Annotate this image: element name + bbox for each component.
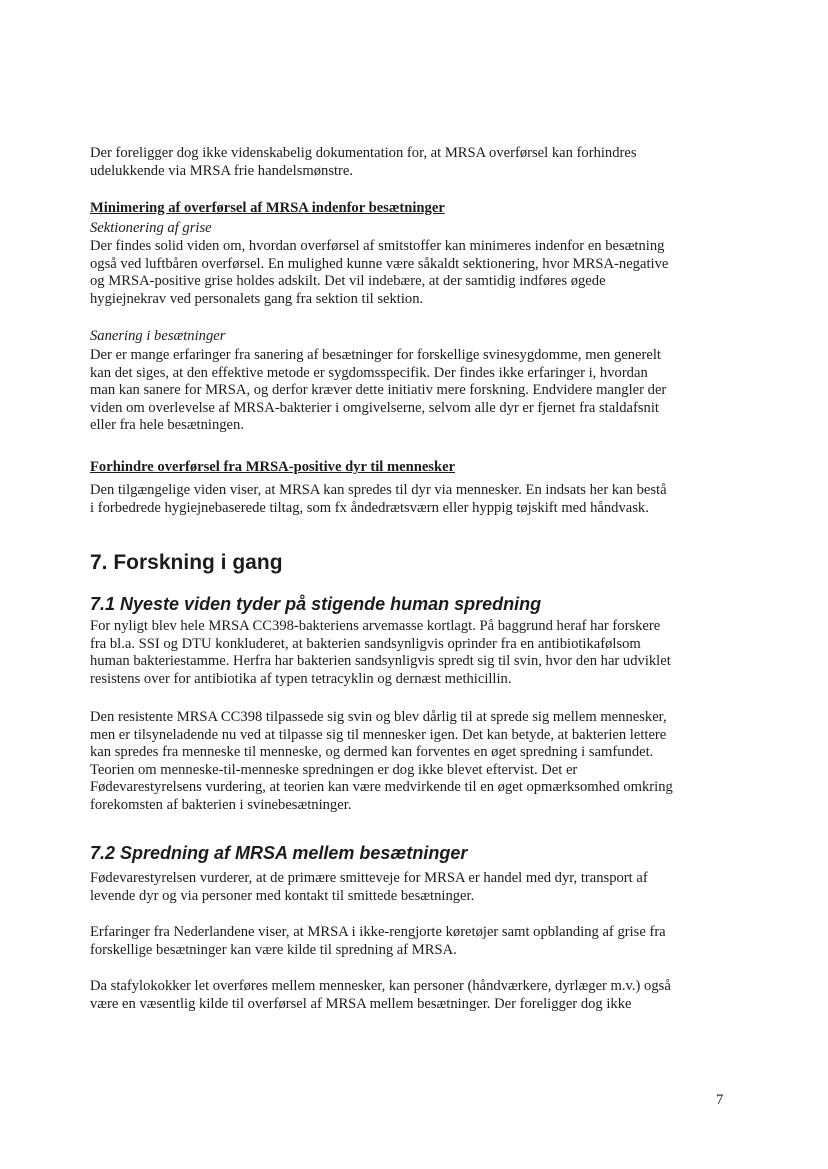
text-line: Fødevarestyrelsens vurdering, at teorien kan være medvirkende til en øget opmærksomhed omkring <box>90 779 673 796</box>
text-line: Fødevarestyrelsen vurderer, at de primære smitteveje for MRSA er handel med dyr, transport af <box>90 870 648 886</box>
text-line: forekomsten af bakterien i svinebesætninger. <box>90 796 352 813</box>
paragraph-intro <box>90 145 730 180</box>
paragraph-sektionering <box>90 238 730 308</box>
text-line: Der er mange erfaringer fra sanering af besætninger for forskellige svinesygdomme, men generelt <box>90 347 661 363</box>
subheading-sektionering: Sektionering af grise <box>90 220 212 236</box>
subheading-sanering: Sanering i besætninger <box>90 328 226 344</box>
text-line: Den resistente MRSA CC398 tilpassede sig svin og blev dårlig til at sprede sig mellem mennesker, <box>90 709 667 725</box>
text-line: viden om overlevelse af MRSA-bakterier i omgivelserne, selvom alle dyr er fjernet fra staldafsnit <box>90 399 659 416</box>
text-line: Den tilgængelige viden viser, at MRSA kan spredes til dyr via mennesker. En indsats her kan bestå <box>90 482 667 498</box>
paragraph-7-2-b <box>90 924 730 959</box>
text-line: Teorien om menneske-til-menneske spredningen er dog ikke blevet eftervist. Det er <box>90 761 578 778</box>
paragraph-forhindre <box>90 482 730 517</box>
paragraph-7-2-c <box>90 978 730 1013</box>
paragraph-sanering <box>90 347 730 435</box>
text-line: For nyligt blev hele MRSA CC398-bakteriens arvemasse kortlagt. På baggrund heraf har forskere <box>90 618 661 634</box>
section-7-title: 7. Forskning i gang <box>90 551 283 574</box>
text-line: Der findes solid viden om, hvordan overførsel af smitstoffer kan minimeres indenfor en besætning <box>90 238 665 254</box>
text-line: Der foreligger dog ikke videnskabelig dokumentation for, at MRSA overførsel kan forhindres <box>90 145 637 161</box>
text-line: human bakteriestamme. Herfra har bakterien sandsynligvis spredt sig til svin, hvor den har udviklet <box>90 653 671 670</box>
section-7-2-title: 7.2 Spredning af MRSA mellem besætninger <box>90 843 468 863</box>
text-line: kan spredes fra menneske til menneske, og dermed kan forventes en øget spredning i samfundet. <box>90 744 654 761</box>
heading-forhindre: Forhindre overførsel fra MRSA-positive dyr til mennesker <box>90 459 456 475</box>
text-line: man kan sanere for MRSA, og derfor kræver dette initiativ mere forskning. Endvidere mangler der <box>90 382 667 399</box>
page-number: 7 <box>716 1092 724 1108</box>
text-line: også ved luftbåren overførsel. En mulighed kunne være såkaldt sektionering, hvor MRSA-negative <box>90 255 669 272</box>
text-line: Erfaringer fra Nederlandene viser, at MRSA i ikke-rengjorte køretøjer samt opblanding af grise fra <box>90 924 666 940</box>
text-line: i forbedrede hygiejnebaserede tiltag, som fx åndedrætsværn eller hyppig tøjskift med håndvask. <box>90 499 649 516</box>
text-line: men er tilsyneladende nu ved at tilpasse sig til mennesker igen. Det kan betyde, at bakterien lettere <box>90 726 667 743</box>
text-line: fra bl.a. SSI og DTU konkluderet, at bakterien sandsynligvis oprinder fra en antibiotikafølsom <box>90 635 641 652</box>
text-line: være en væsentlig kilde til overførsel af MRSA mellem besætninger. Der foreligger dog ikke <box>90 995 632 1012</box>
text-line: udelukkende via MRSA frie handelsmønstre. <box>90 162 354 179</box>
text-line: eller fra hele besætningen. <box>90 417 244 434</box>
text-line: resistens over for antibiotika af typen tetracyklin og dernæst methicillin. <box>90 670 512 687</box>
paragraph-7-1-a <box>90 618 730 688</box>
paragraph-7-2-a <box>90 870 730 905</box>
text-line: levende dyr og via personer med kontakt til smittede besætninger. <box>90 887 475 904</box>
text-line: og MRSA-positive grise holdes adskilt. Det vil indebære, at der samtidig indføres øgede <box>90 273 606 290</box>
text-line: kan det siges, at den effektive metode er sygdomsspecifik. Der findes ikke erfaringer i, hvordan <box>90 364 648 381</box>
text-line: Da stafylokokker let overføres mellem mennesker, kan personer (håndværkere, dyrlæger m.v.) også <box>90 978 671 994</box>
text-line: hygiejnekrav ved personalets gang fra sektion til sektion. <box>90 290 424 307</box>
heading-minimering: Minimering af overførsel af MRSA indenfor besætninger <box>90 200 445 216</box>
paragraph-7-1-b <box>90 709 730 815</box>
text-line: forskellige besætninger kan være kilde til spredning af MRSA. <box>90 941 457 958</box>
section-7-1-title: 7.1 Nyeste viden tyder på stigende human spredning <box>90 594 542 614</box>
